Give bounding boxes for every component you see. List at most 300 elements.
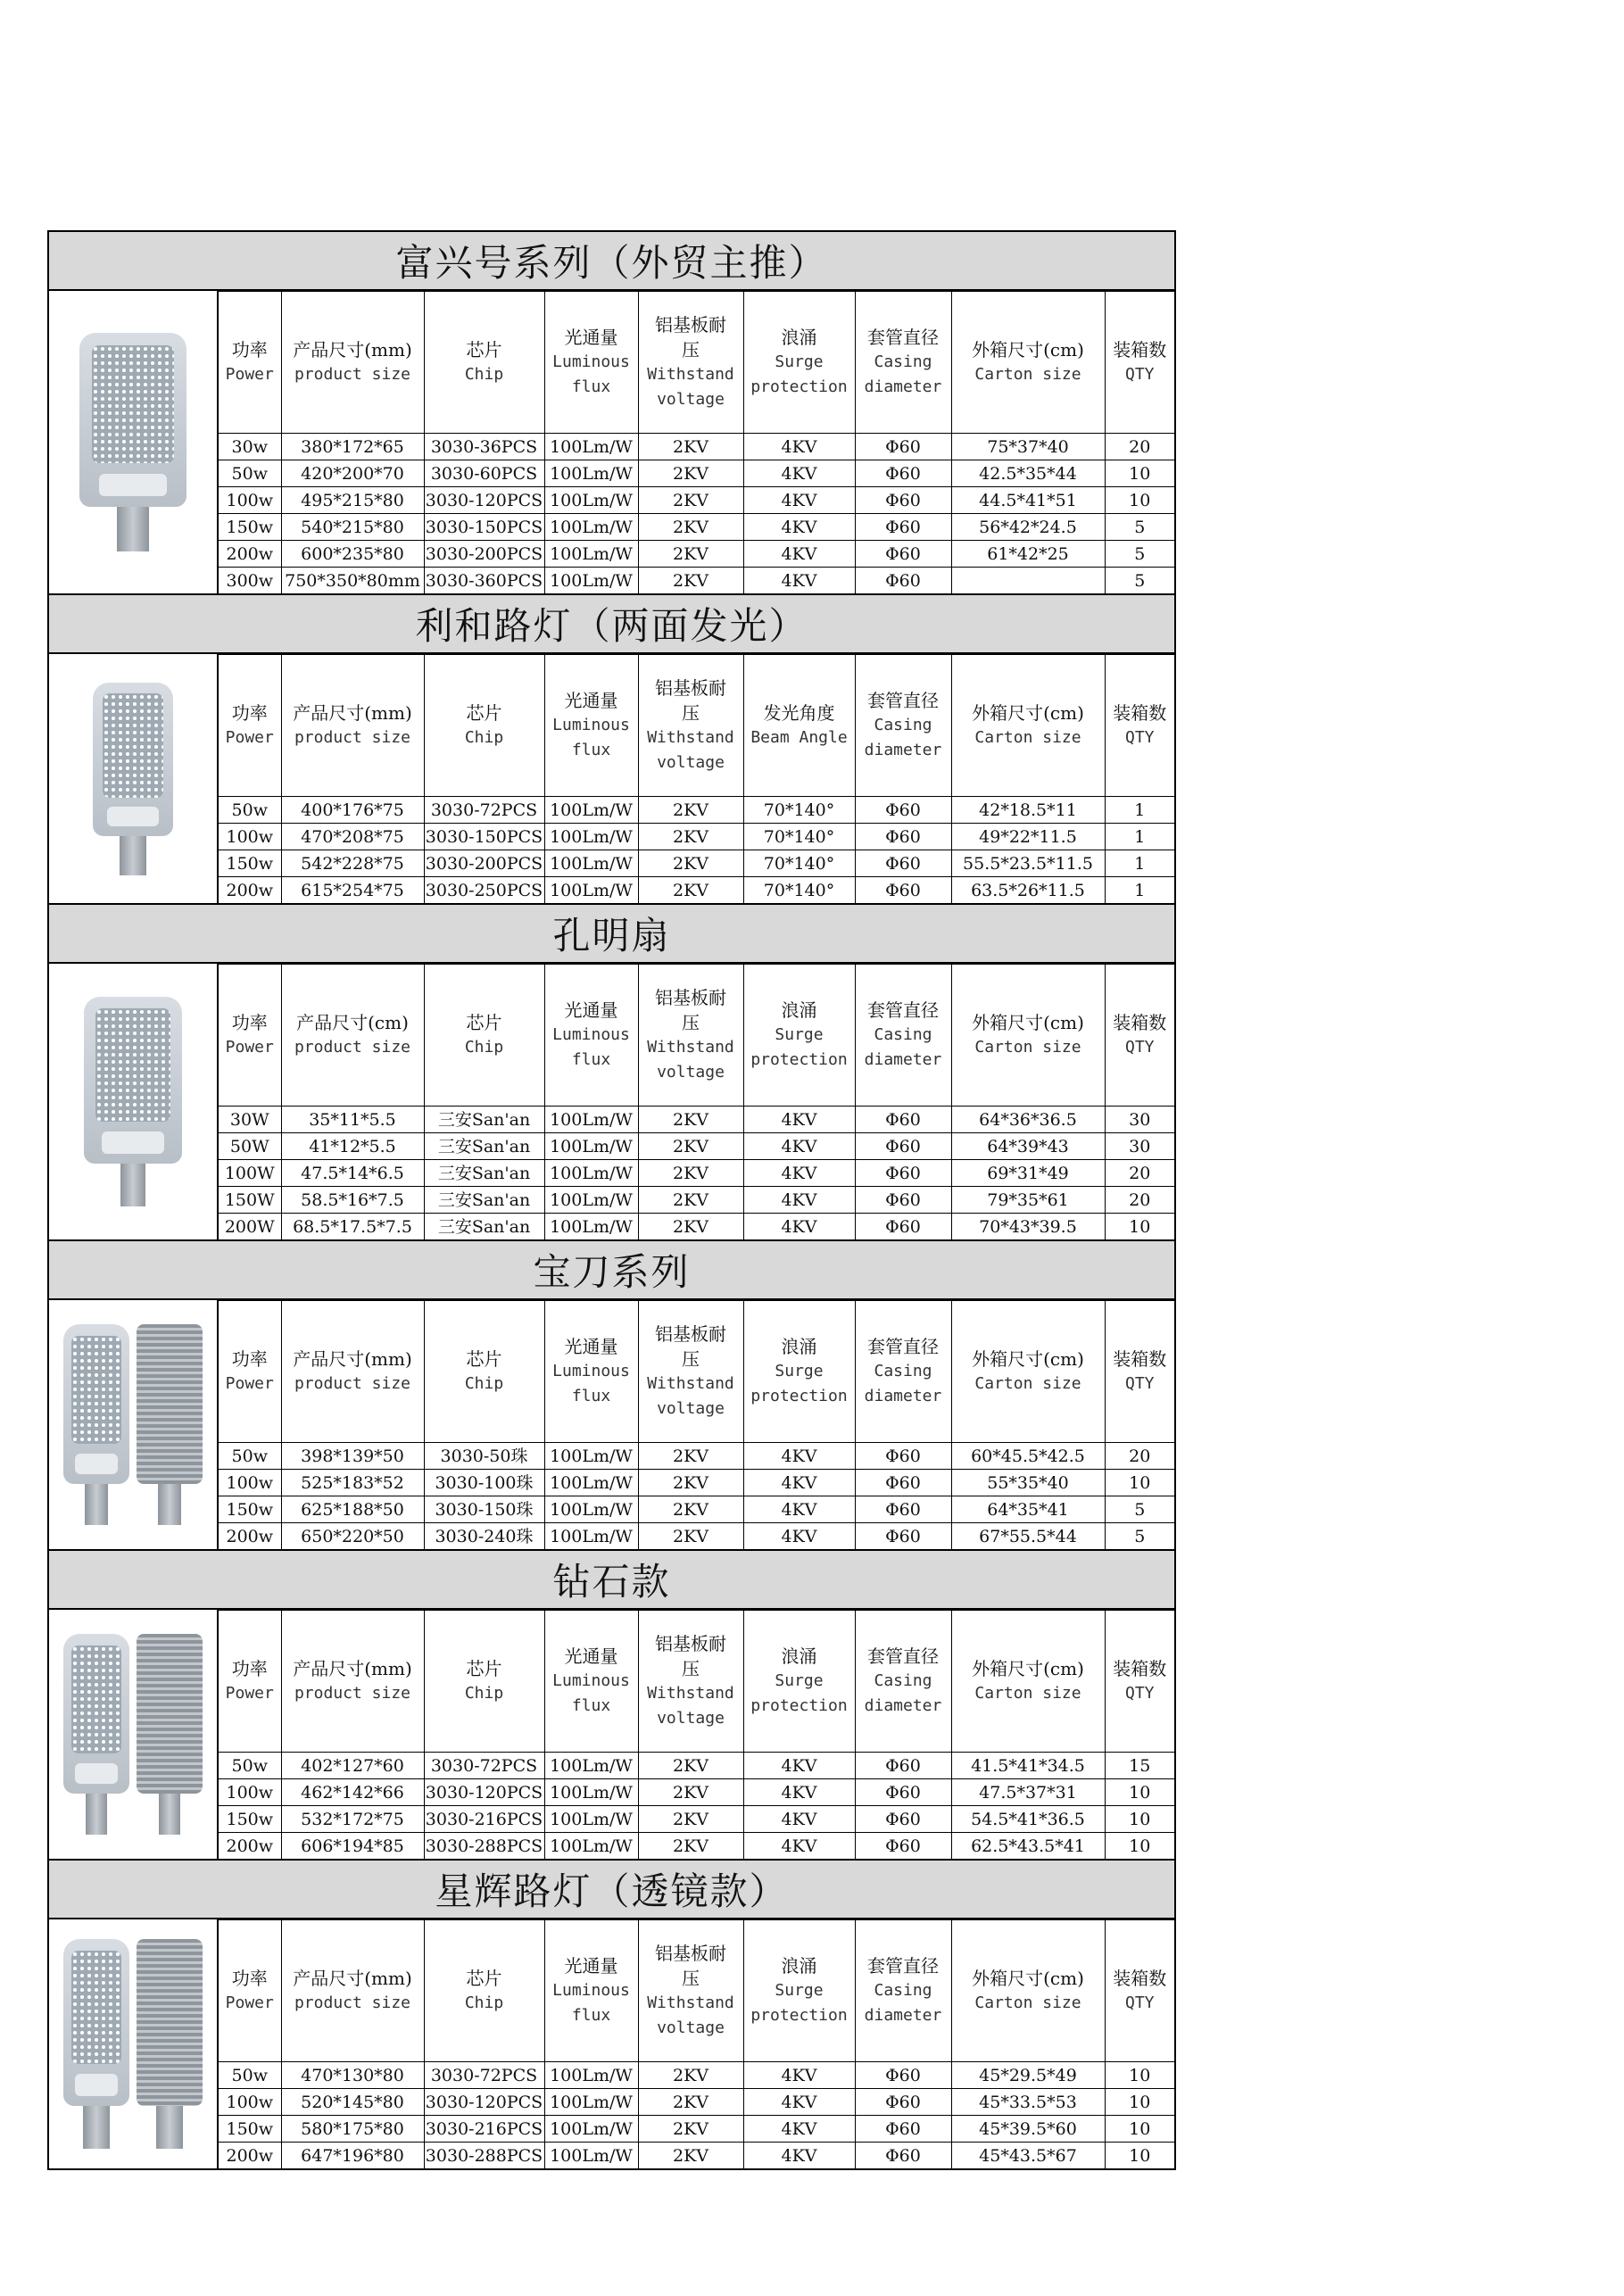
column-header-surge <box>743 1920 855 2062</box>
header-line: Surge <box>775 1981 824 2000</box>
cell-withstand: 2KV <box>638 1523 743 1550</box>
cell-surge: 4KV <box>743 1470 855 1496</box>
spec-table <box>219 1919 1174 2168</box>
column-header-surge <box>743 1611 855 1753</box>
column-header-qty <box>1105 1920 1174 2062</box>
cell-size-cm: 47.5*14*6.5 <box>281 1160 424 1187</box>
table-row <box>219 2116 1174 2143</box>
cell-casing: Φ60 <box>855 1133 951 1160</box>
column-header-size-mm <box>281 292 424 434</box>
header-line: 光通量 <box>564 1336 618 1357</box>
cell-flux: 100Lm/W <box>544 2143 638 2169</box>
header-line: Surge <box>775 1671 824 1690</box>
header-line: 压 <box>682 1658 700 1679</box>
header-line: 外箱尺寸(cm) <box>972 702 1084 724</box>
cell-chip: 3030-72PCS <box>424 1753 544 1779</box>
column-header-size-mm <box>281 655 424 797</box>
column-header-carton <box>951 1301 1105 1443</box>
header-line: protection <box>750 1050 848 1069</box>
cell-chip: 3030-200PCS <box>424 541 544 568</box>
section-title: 富兴号系列（外贸主推） <box>49 232 1174 291</box>
cell-qty: 10 <box>1105 1470 1174 1496</box>
header-line: Power <box>225 1038 274 1057</box>
cell-surge: 4KV <box>743 2116 855 2143</box>
cell-carton: 54.5*41*36.5 <box>951 1806 1105 1833</box>
column-header-qty <box>1105 655 1174 797</box>
header-line: Casing <box>874 716 932 734</box>
cell-qty: 30 <box>1105 1107 1174 1133</box>
cell-withstand: 2KV <box>638 2116 743 2143</box>
header-line: 产品尺寸(mm) <box>293 339 412 361</box>
spec-sheet <box>47 230 1176 2170</box>
cell-surge: 4KV <box>743 514 855 541</box>
header-line: 浪涌 <box>781 1955 817 1977</box>
cell-withstand: 2KV <box>638 568 743 594</box>
table-row <box>219 487 1174 514</box>
header-line: flux <box>571 1387 611 1405</box>
header-line: QTY <box>1124 728 1155 747</box>
header-line: 铝基板耐 <box>655 314 726 336</box>
cell-flux: 100Lm/W <box>544 2089 638 2116</box>
header-line: product size <box>294 1374 411 1393</box>
section-title: 利和路灯（两面发光） <box>49 595 1174 654</box>
cell-chip: 3030-50珠 <box>424 1443 544 1470</box>
cell-casing: Φ60 <box>855 824 951 850</box>
cell-size-mm: 420*200*70 <box>281 460 424 487</box>
cell-carton <box>951 568 1105 594</box>
cell-carton: 70*43*39.5 <box>951 1214 1105 1240</box>
header-line: 外箱尺寸(cm) <box>972 1012 1084 1033</box>
column-header-surge <box>743 292 855 434</box>
cell-flux: 100Lm/W <box>544 1133 638 1160</box>
header-line: 铝基板耐 <box>655 1633 726 1654</box>
cell-size-mm: 462*142*66 <box>281 1779 424 1806</box>
header-line: product size <box>294 1038 411 1057</box>
cell-power: 50w <box>219 460 281 487</box>
table-header-row <box>219 965 1174 1107</box>
header-line: Luminous <box>552 1025 630 1044</box>
cell-surge: 4KV <box>743 2089 855 2116</box>
cell-size-cm: 35*11*5.5 <box>281 1107 424 1133</box>
cell-power: 150W <box>219 1187 281 1214</box>
header-line: Surge <box>775 1362 824 1380</box>
cell-surge: 4KV <box>743 1523 855 1550</box>
column-header-chip <box>424 655 544 797</box>
header-line: Casing <box>874 352 932 371</box>
cell-power: 50W <box>219 1133 281 1160</box>
spec-table <box>219 1300 1174 1549</box>
cell-carton: 49*22*11.5 <box>951 824 1105 850</box>
cell-carton: 56*42*24.5 <box>951 514 1105 541</box>
cell-qty: 10 <box>1105 487 1174 514</box>
header-line: voltage <box>657 753 725 772</box>
column-header-casing <box>855 1301 951 1443</box>
cell-chip: 三安San'an <box>424 1133 544 1160</box>
header-line: 外箱尺寸(cm) <box>972 1348 1084 1370</box>
cell-surge: 4KV <box>743 487 855 514</box>
product-section <box>47 1861 1176 2170</box>
product-image <box>49 1919 219 2168</box>
cell-withstand: 2KV <box>638 2089 743 2116</box>
column-header-casing <box>855 1611 951 1753</box>
cell-power: 150w <box>219 850 281 877</box>
cell-withstand: 2KV <box>638 460 743 487</box>
cell-flux: 100Lm/W <box>544 2062 638 2089</box>
cell-power: 30w <box>219 434 281 460</box>
spec-table <box>219 1610 1174 1859</box>
cell-carton: 45*39.5*60 <box>951 2116 1105 2143</box>
column-header-flux <box>544 655 638 797</box>
header-line: diameter <box>864 1387 942 1405</box>
header-line: Luminous <box>552 1671 630 1690</box>
cell-qty: 10 <box>1105 1833 1174 1860</box>
header-line: 装箱数 <box>1113 1968 1167 1989</box>
column-header-casing <box>855 655 951 797</box>
column-header-carton <box>951 292 1105 434</box>
column-header-flux <box>544 965 638 1107</box>
cell-qty: 1 <box>1105 850 1174 877</box>
cell-size-cm: 41*12*5.5 <box>281 1133 424 1160</box>
cell-casing: Φ60 <box>855 1523 951 1550</box>
header-line: Withstand <box>647 1374 734 1393</box>
header-line: QTY <box>1124 1684 1155 1703</box>
table-row <box>219 850 1174 877</box>
cell-withstand: 2KV <box>638 1496 743 1523</box>
spec-table <box>219 291 1174 593</box>
cell-power: 100w <box>219 2089 281 2116</box>
column-header-qty <box>1105 1301 1174 1443</box>
table-row <box>219 460 1174 487</box>
header-line: voltage <box>657 1063 725 1082</box>
header-line: flux <box>571 1050 611 1069</box>
header-line: 功率 <box>231 702 268 724</box>
cell-size-mm: 625*188*50 <box>281 1496 424 1523</box>
cell-qty: 20 <box>1105 1187 1174 1214</box>
cell-size-mm: 580*175*80 <box>281 2116 424 2143</box>
cell-chip: 3030-360PCS <box>424 568 544 594</box>
street-lamp-photo <box>63 1324 203 1525</box>
table-row <box>219 1160 1174 1187</box>
header-line: Chip <box>464 1684 504 1703</box>
header-line: diameter <box>864 1050 942 1069</box>
header-line: Withstand <box>647 1038 734 1057</box>
header-line: Chip <box>464 1374 504 1393</box>
header-line: 产品尺寸(mm) <box>293 1968 412 1989</box>
column-header-power <box>219 1920 281 2062</box>
table-row <box>219 1187 1174 1214</box>
cell-flux: 100Lm/W <box>544 1779 638 1806</box>
cell-casing: Φ60 <box>855 2089 951 2116</box>
cell-carton: 45*29.5*49 <box>951 2062 1105 2089</box>
table-row <box>219 1107 1174 1133</box>
cell-casing: Φ60 <box>855 568 951 594</box>
cell-surge: 4KV <box>743 1214 855 1240</box>
cell-chip: 3030-100珠 <box>424 1470 544 1496</box>
cell-withstand: 2KV <box>638 1133 743 1160</box>
header-line: Chip <box>464 365 504 384</box>
cell-power: 30W <box>219 1107 281 1133</box>
cell-qty: 5 <box>1105 1496 1174 1523</box>
cell-withstand: 2KV <box>638 434 743 460</box>
street-lamp-photo <box>79 333 186 551</box>
cell-flux: 100Lm/W <box>544 1470 638 1496</box>
cell-withstand: 2KV <box>638 514 743 541</box>
header-line: 芯片 <box>466 1348 502 1370</box>
cell-size-mm: 398*139*50 <box>281 1443 424 1470</box>
cell-chip: 3030-288PCS <box>424 1833 544 1860</box>
cell-carton: 45*43.5*67 <box>951 2143 1105 2169</box>
cell-casing: Φ60 <box>855 1833 951 1860</box>
cell-withstand: 2KV <box>638 1107 743 1133</box>
cell-carton: 44.5*41*51 <box>951 487 1105 514</box>
column-header-power <box>219 655 281 797</box>
table-row <box>219 514 1174 541</box>
header-line: 外箱尺寸(cm) <box>972 1658 1084 1679</box>
column-header-carton <box>951 965 1105 1107</box>
cell-casing: Φ60 <box>855 1443 951 1470</box>
cell-size-mm: 750*350*80mm <box>281 568 424 594</box>
cell-casing: Φ60 <box>855 1496 951 1523</box>
cell-carton: 67*55.5*44 <box>951 1523 1105 1550</box>
header-line: 铝基板耐 <box>655 1323 726 1345</box>
header-line: flux <box>571 741 611 759</box>
header-line: Withstand <box>647 728 734 747</box>
cell-casing: Φ60 <box>855 2116 951 2143</box>
header-line: QTY <box>1124 365 1155 384</box>
cell-surge: 4KV <box>743 460 855 487</box>
column-header-carton <box>951 1920 1105 2062</box>
cell-carton: 55.5*23.5*11.5 <box>951 850 1105 877</box>
table-row <box>219 1443 1174 1470</box>
table-row <box>219 824 1174 850</box>
header-line: 功率 <box>231 1658 268 1679</box>
cell-carton: 64*39*43 <box>951 1133 1105 1160</box>
cell-surge: 4KV <box>743 1443 855 1470</box>
cell-beam: 70*140° <box>743 877 855 904</box>
cell-withstand: 2KV <box>638 1779 743 1806</box>
table-row <box>219 1833 1174 1860</box>
cell-power: 150w <box>219 1496 281 1523</box>
header-line: 芯片 <box>466 1012 502 1033</box>
cell-withstand: 2KV <box>638 1187 743 1214</box>
cell-casing: Φ60 <box>855 797 951 824</box>
product-section <box>47 1241 1176 1551</box>
cell-size-mm: 525*183*52 <box>281 1470 424 1496</box>
cell-qty: 20 <box>1105 434 1174 460</box>
header-line: 铝基板耐 <box>655 1943 726 1964</box>
header-line: 套管直径 <box>867 999 939 1021</box>
cell-beam: 70*140° <box>743 824 855 850</box>
cell-flux: 100Lm/W <box>544 1214 638 1240</box>
product-section <box>47 230 1176 595</box>
column-header-size-cm <box>281 965 424 1107</box>
cell-power: 50w <box>219 797 281 824</box>
cell-withstand: 2KV <box>638 1753 743 1779</box>
cell-size-cm: 58.5*16*7.5 <box>281 1187 424 1214</box>
header-line: Casing <box>874 1362 932 1380</box>
cell-carton: 62.5*43.5*41 <box>951 1833 1105 1860</box>
cell-withstand: 2KV <box>638 2062 743 2089</box>
cell-qty: 20 <box>1105 1443 1174 1470</box>
cell-qty: 10 <box>1105 1214 1174 1240</box>
street-lamp-photo <box>63 1634 203 1835</box>
header-line: 浪涌 <box>781 327 817 348</box>
cell-power: 150w <box>219 2116 281 2143</box>
header-line: Power <box>225 728 274 747</box>
header-line: voltage <box>657 390 725 409</box>
product-image <box>49 964 219 1239</box>
header-line: Luminous <box>552 352 630 371</box>
cell-carton: 60*45.5*42.5 <box>951 1443 1105 1470</box>
table-header-row <box>219 1301 1174 1443</box>
cell-casing: Φ60 <box>855 1160 951 1187</box>
cell-qty: 10 <box>1105 2143 1174 2169</box>
cell-withstand: 2KV <box>638 2143 743 2169</box>
header-line: 压 <box>682 1012 700 1033</box>
cell-power: 100w <box>219 824 281 850</box>
table-row <box>219 568 1174 594</box>
cell-chip: 3030-250PCS <box>424 877 544 904</box>
cell-qty: 5 <box>1105 568 1174 594</box>
cell-chip: 3030-216PCS <box>424 2116 544 2143</box>
header-line: 浪涌 <box>781 1336 817 1357</box>
header-line: 产品尺寸(mm) <box>293 1658 412 1679</box>
header-line: 浪涌 <box>781 1645 817 1667</box>
cell-flux: 100Lm/W <box>544 1753 638 1779</box>
cell-chip: 3030-36PCS <box>424 434 544 460</box>
cell-size-mm: 542*228*75 <box>281 850 424 877</box>
header-line: 光通量 <box>564 327 618 348</box>
header-line: Luminous <box>552 716 630 734</box>
header-line: QTY <box>1124 1374 1155 1393</box>
table-row <box>219 1523 1174 1550</box>
header-line: 光通量 <box>564 690 618 711</box>
column-header-surge <box>743 965 855 1107</box>
header-line: 套管直径 <box>867 1645 939 1667</box>
header-line: Carton size <box>974 365 1081 384</box>
cell-withstand: 2KV <box>638 850 743 877</box>
cell-chip: 3030-216PCS <box>424 1806 544 1833</box>
cell-surge: 4KV <box>743 2062 855 2089</box>
cell-carton: 69*31*49 <box>951 1160 1105 1187</box>
cell-chip: 3030-120PCS <box>424 1779 544 1806</box>
column-header-withstand <box>638 292 743 434</box>
cell-power: 200W <box>219 1214 281 1240</box>
cell-withstand: 2KV <box>638 1833 743 1860</box>
cell-casing: Φ60 <box>855 850 951 877</box>
column-header-withstand <box>638 1301 743 1443</box>
product-section <box>47 905 1176 1241</box>
cell-surge: 4KV <box>743 1806 855 1833</box>
table-header-row <box>219 655 1174 797</box>
cell-power: 150w <box>219 514 281 541</box>
header-line: 装箱数 <box>1113 1012 1167 1033</box>
cell-chip: 3030-200PCS <box>424 850 544 877</box>
table-row <box>219 1496 1174 1523</box>
column-header-power <box>219 1611 281 1753</box>
cell-flux: 100Lm/W <box>544 797 638 824</box>
cell-flux: 100Lm/W <box>544 514 638 541</box>
cell-size-mm: 650*220*50 <box>281 1523 424 1550</box>
header-line: Casing <box>874 1025 932 1044</box>
cell-chip: 3030-120PCS <box>424 2089 544 2116</box>
cell-chip: 三安San'an <box>424 1160 544 1187</box>
cell-casing: Φ60 <box>855 877 951 904</box>
cell-casing: Φ60 <box>855 514 951 541</box>
cell-chip: 3030-60PCS <box>424 460 544 487</box>
cell-qty: 5 <box>1105 514 1174 541</box>
header-line: Luminous <box>552 1981 630 2000</box>
header-line: 功率 <box>231 339 268 361</box>
cell-power: 200w <box>219 877 281 904</box>
cell-carton: 64*36*36.5 <box>951 1107 1105 1133</box>
table-row <box>219 797 1174 824</box>
cell-flux: 100Lm/W <box>544 2116 638 2143</box>
cell-chip: 三安San'an <box>424 1214 544 1240</box>
column-header-chip <box>424 1920 544 2062</box>
cell-qty: 10 <box>1105 460 1174 487</box>
header-line: 功率 <box>231 1012 268 1033</box>
header-line: 套管直径 <box>867 1336 939 1357</box>
cell-qty: 1 <box>1105 877 1174 904</box>
header-line: 光通量 <box>564 999 618 1021</box>
table-row <box>219 1133 1174 1160</box>
cell-carton: 41.5*41*34.5 <box>951 1753 1105 1779</box>
header-line: protection <box>750 1696 848 1715</box>
cell-qty: 1 <box>1105 824 1174 850</box>
header-line: Carton size <box>974 1684 1081 1703</box>
cell-power: 100w <box>219 1470 281 1496</box>
cell-casing: Φ60 <box>855 487 951 514</box>
header-line: 铝基板耐 <box>655 677 726 699</box>
column-header-flux <box>544 1611 638 1753</box>
table-row <box>219 1753 1174 1779</box>
section-title: 钻石款 <box>49 1551 1174 1610</box>
cell-carton: 45*33.5*53 <box>951 2089 1105 2116</box>
header-line: 光通量 <box>564 1955 618 1977</box>
cell-surge: 4KV <box>743 1133 855 1160</box>
column-header-flux <box>544 1920 638 2062</box>
cell-carton: 42*18.5*11 <box>951 797 1105 824</box>
header-line: product size <box>294 728 411 747</box>
section-title: 星辉路灯（透镜款） <box>49 1861 1174 1919</box>
header-line: 装箱数 <box>1113 1658 1167 1679</box>
table-row <box>219 1806 1174 1833</box>
cell-qty: 1 <box>1105 797 1174 824</box>
cell-qty: 10 <box>1105 2116 1174 2143</box>
product-image <box>49 1300 219 1549</box>
cell-carton: 55*35*40 <box>951 1470 1105 1496</box>
cell-surge: 4KV <box>743 2143 855 2169</box>
cell-power: 300w <box>219 568 281 594</box>
cell-power: 50w <box>219 2062 281 2089</box>
cell-size-mm: 606*194*85 <box>281 1833 424 1860</box>
cell-beam: 70*140° <box>743 797 855 824</box>
cell-power: 100W <box>219 1160 281 1187</box>
cell-size-cm: 68.5*17.5*7.5 <box>281 1214 424 1240</box>
header-line: Power <box>225 1684 274 1703</box>
header-line: diameter <box>864 377 942 396</box>
cell-carton: 61*42*25 <box>951 541 1105 568</box>
cell-chip: 3030-72PCS <box>424 2062 544 2089</box>
cell-flux: 100Lm/W <box>544 487 638 514</box>
cell-casing: Φ60 <box>855 2062 951 2089</box>
cell-size-mm: 647*196*80 <box>281 2143 424 2169</box>
cell-qty: 15 <box>1105 1753 1174 1779</box>
column-header-power <box>219 1301 281 1443</box>
cell-size-mm: 470*208*75 <box>281 824 424 850</box>
column-header-chip <box>424 1611 544 1753</box>
